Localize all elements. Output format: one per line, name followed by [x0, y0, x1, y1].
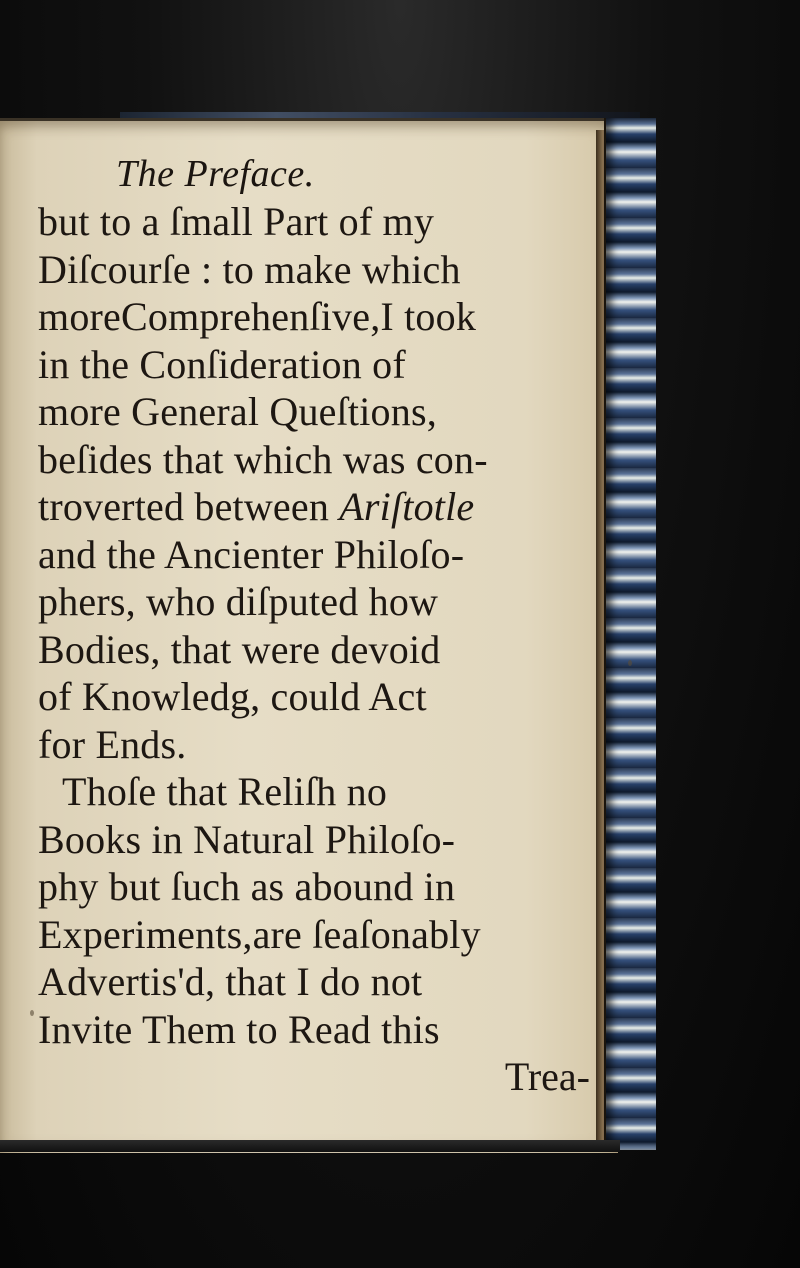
catchword: Trea- — [504, 1054, 590, 1099]
text-line: but to a ſmall Part of my — [38, 199, 435, 244]
text-line: Books in Natural Philoſo- — [38, 816, 456, 862]
text-line: for Ends. — [38, 721, 187, 767]
text-line: more General Queſtions, — [38, 389, 437, 434]
text-line: Invite Them to Read this — [38, 1006, 440, 1052]
page-text — [38, 150, 598, 1101]
text-line: of Knowledg, could Act — [38, 674, 427, 719]
text-line-roman: troverted between — [38, 484, 330, 529]
text-line — [38, 483, 598, 531]
text-line: in the Conſideration of — [38, 341, 406, 387]
paper-speck — [30, 1010, 34, 1016]
text-line: Thoſe that Reliſh no — [62, 769, 388, 814]
paper-speck — [628, 660, 632, 666]
text-line: and the Ancienter Philoſo- — [38, 531, 465, 577]
text-line: phy but ſuch as abound in — [38, 864, 456, 909]
book-binding — [604, 118, 656, 1150]
text-line: Diſcourſe : to make which — [38, 246, 461, 292]
text-line: Experiments,are ſeaſonably — [38, 911, 481, 957]
text-line: Bodies, that were devoid — [38, 626, 441, 672]
text-line: moreComprehenſive,I took — [38, 294, 477, 339]
text-line: phers, who diſputed how — [38, 579, 439, 624]
text-line: Advertis'd, that I do not — [38, 959, 423, 1004]
page-bottom-edge — [0, 1140, 620, 1152]
italic-name-aristotle: Ariſtotle — [339, 484, 475, 529]
text-line: beſides that which was con- — [38, 436, 488, 482]
running-head: The Preface. — [116, 153, 315, 195]
